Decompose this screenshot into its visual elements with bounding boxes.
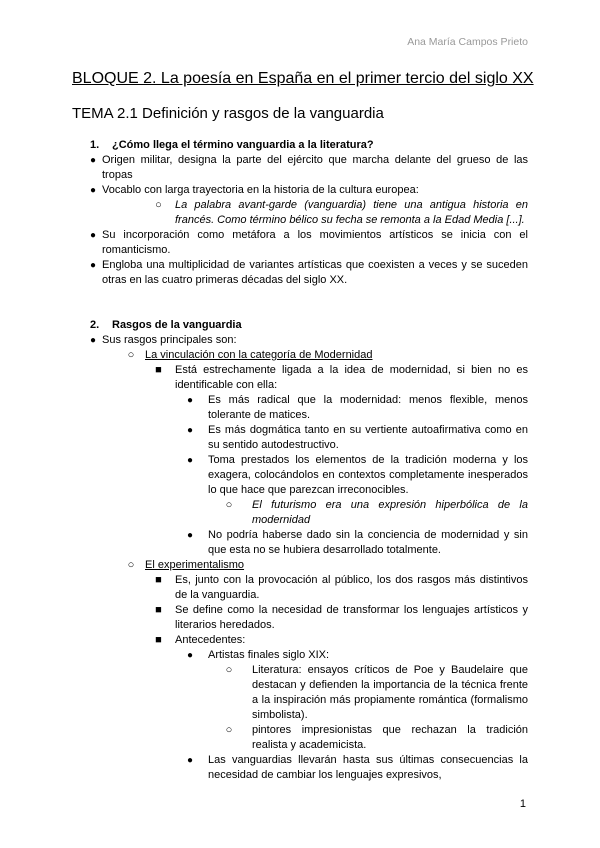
circle-bullet-icon: ○ xyxy=(225,664,233,676)
list-item: ● Las vanguardias llevarán hasta sus últimas consecuencias la necesidad de cambiar los lenguajes expresivos, xyxy=(72,753,528,783)
document-title: BLOQUE 2. La poesía en España en el primer tercio del siglo XX xyxy=(72,70,534,87)
circle-bullet-icon: ○ xyxy=(225,724,233,736)
list-item: ○ Literatura: ensayos críticos de Poe y Baudelaire que destacan y defienden la importancia de la técnica frente a la inspiración más propiamente romántica (formalismo simbolista). xyxy=(72,663,528,723)
list-item: ■ Es, junto con la provocación al público, los dos rasgos más distintivos de la vanguardia. xyxy=(72,573,528,603)
list-item: ■ Está estrechamente ligada a la idea de modernidad, si bien no es identificable con ella: xyxy=(72,363,528,393)
bullet-icon: ● xyxy=(186,395,194,406)
list-item: ○ pintores impresionistas que rechazan la tradición realista y academicista. xyxy=(72,723,528,753)
list-item: ● Es más dogmática tanto en su vertiente autoafirmativa como en su sentido autodestructivo. xyxy=(72,423,528,453)
list-item: ● Artistas finales siglo XIX: xyxy=(72,648,528,663)
list-item: ■ Se define como la necesidad de transformar los lenguajes artísticos y literarios heredados. xyxy=(72,603,528,633)
list-item: ○ La vinculación con la categoría de Modernidad xyxy=(72,348,528,363)
bullet-icon: ● xyxy=(89,155,97,166)
list-item: ● Toma prestados los elementos de la tradición moderna y los exagera, colocándolos en contextos completamente inesperados lo que hace que parezcan irreconocibles. xyxy=(72,453,528,498)
section-1-heading: 1. ¿Cómo llega el término vanguardia a la literatura? xyxy=(90,139,374,151)
bullet-icon: ● xyxy=(186,455,194,466)
list-item: ● Sus rasgos principales son: xyxy=(72,333,528,348)
bullet-icon: ● xyxy=(89,335,97,346)
section-2-heading: 2. Rasgos de la vanguardia xyxy=(90,319,242,331)
document-subtitle: TEMA 2.1 Definición y rasgos de la vanguardia xyxy=(72,105,384,122)
circle-bullet-icon: ○ xyxy=(155,199,162,211)
list-item: ● No podría haberse dado sin la conciencia de modernidad y sin que esta no se hubiera desarrollado totalmente. xyxy=(72,528,528,558)
list-item: ○ La palabra avant-garde (vanguardia) tiene una antigua historia en francés. Como término bélico su fecha se remonta a la Edad Media [...]. xyxy=(72,198,528,228)
bullet-icon: ● xyxy=(186,425,194,436)
bullet-icon: ● xyxy=(89,260,97,271)
square-bullet-icon: ■ xyxy=(155,634,162,646)
list-item: ○ El experimentalismo xyxy=(72,558,528,573)
square-bullet-icon: ■ xyxy=(155,604,162,616)
bullet-icon: ● xyxy=(89,185,97,196)
circle-bullet-icon: ○ xyxy=(127,559,135,571)
list-item: ● Es más radical que la modernidad: menos flexible, menos tolerante de matices. xyxy=(72,393,528,423)
square-bullet-icon: ■ xyxy=(155,574,162,586)
list-item: ● Su incorporación como metáfora a los movimientos artísticos se inicia con el romanticismo. xyxy=(72,228,528,258)
list-item: ● Vocablo con larga trayectoria en la historia de la cultura europea: xyxy=(72,183,528,198)
author-header: Ana María Campos Prieto xyxy=(407,36,528,48)
square-bullet-icon: ■ xyxy=(155,364,162,376)
document-body xyxy=(72,138,528,783)
list-item: ○ El futurismo era una expresión hiperbólica de la modernidad xyxy=(72,498,528,528)
circle-bullet-icon: ○ xyxy=(127,349,135,361)
bullet-icon: ● xyxy=(186,650,194,661)
list-item: ■ Antecedentes: xyxy=(72,633,528,648)
bullet-icon: ● xyxy=(89,230,97,241)
page-number: 1 xyxy=(519,798,526,810)
list-item: ● Engloba una multiplicidad de variantes artísticas que coexisten a veces y se suceden otras en las cuatro primeras décadas del siglo XX. xyxy=(72,258,528,288)
circle-bullet-icon: ○ xyxy=(225,499,233,511)
list-item: ● Origen militar, designa la parte del ejército que marcha delante del grueso de las tropas xyxy=(72,153,528,183)
bullet-icon: ● xyxy=(186,530,194,541)
bullet-icon: ● xyxy=(186,755,194,766)
